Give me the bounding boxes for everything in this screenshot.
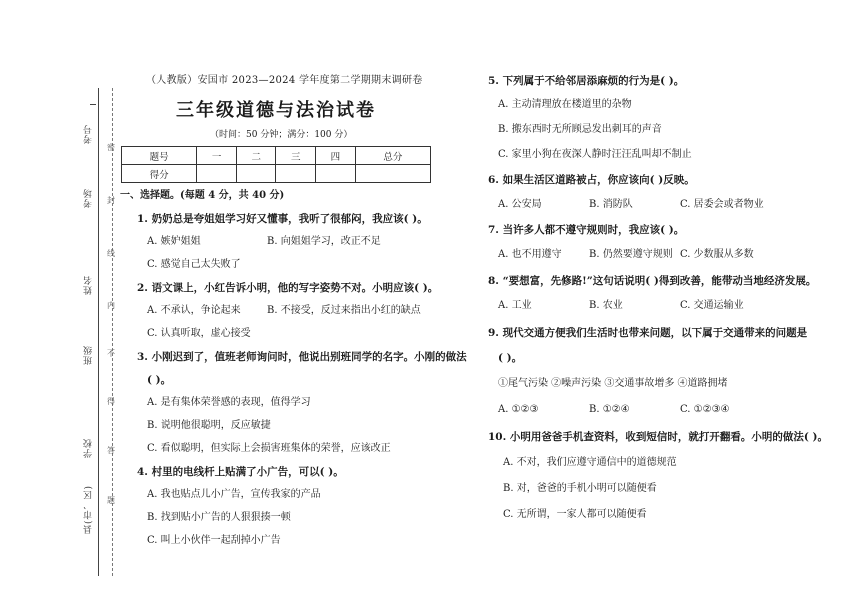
score-cell: 三 bbox=[276, 147, 316, 165]
question-7: 7. 当许多人都不遵守规则时，我应该( )。 bbox=[488, 224, 685, 236]
q10-option-a: A. 不对，我们应遵守通信中的道德规范 bbox=[503, 457, 677, 468]
score-cell: 四 bbox=[316, 147, 356, 165]
score-input-cell[interactable] bbox=[316, 165, 356, 183]
q6-option-c: C. 居委会或者物业 bbox=[680, 199, 764, 210]
q4-option-c: C. 叫上小伙伴一起刮掉小广告 bbox=[147, 535, 281, 546]
q9-option-c: C. ①②③④ bbox=[680, 404, 730, 415]
q5-option-a: A. 主动清理放在楼道里的杂物 bbox=[498, 99, 632, 110]
score-table bbox=[121, 146, 431, 183]
score-input-cell[interactable] bbox=[236, 165, 276, 183]
fold-char: 题 bbox=[107, 496, 115, 505]
score-input-cell[interactable] bbox=[355, 165, 430, 183]
q2-option-c: C. 认真听取，虚心接受 bbox=[147, 328, 251, 339]
fold-char: 答 bbox=[107, 446, 115, 455]
q1-option-a: A. 嫉妒姐姐 bbox=[147, 236, 201, 247]
section-title: 一、选择题。(每题 4 分，共 40 分) bbox=[120, 190, 285, 201]
score-row-label: 得分 bbox=[122, 165, 197, 183]
question-9-blank: ( )。 bbox=[498, 352, 523, 364]
question-5: 5. 下列属于不给邻居添麻烦的行为是( )。 bbox=[488, 75, 685, 87]
q8-option-a: A. 工业 bbox=[498, 300, 532, 311]
question-9: 9. 现代交通方便我们生活时也带来问题，以下属于交通带来的问题是 bbox=[488, 327, 808, 339]
underline-exam-number bbox=[90, 104, 96, 105]
q4-option-a: A. 我也贴点儿小广告，宣传我家的产品 bbox=[147, 489, 321, 500]
q6-option-a: A. 公安局 bbox=[498, 199, 542, 210]
q10-option-b: B. 对，爸爸的手机小明可以随便看 bbox=[503, 483, 657, 494]
q2-option-b: B. 不接受，反过来指出小红的缺点 bbox=[267, 305, 421, 316]
label-exam-room: 考场 bbox=[84, 188, 94, 208]
question-4: 4. 村里的电线杆上贴满了小广告，可以( )。 bbox=[137, 466, 344, 478]
question-6: 6. 如果生活区道路被占，你应该向( )反映。 bbox=[488, 174, 695, 186]
score-input-cell[interactable] bbox=[197, 165, 237, 183]
q1-option-c: C. 感觉自己太失败了 bbox=[147, 259, 241, 270]
q9-option-b: B. ①②④ bbox=[589, 404, 630, 415]
fold-char: 密 bbox=[107, 143, 115, 152]
q4-option-b: B. 找到贴小广告的人狠狠揍一顿 bbox=[147, 512, 291, 523]
q5-option-c: C. 家里小狗在夜深人静时汪汪乱叫却不制止 bbox=[498, 149, 692, 160]
q7-option-c: C. 少数服从多数 bbox=[680, 249, 754, 260]
q3-option-c: C. 看似聪明，但实际上会损害班集体的荣誉，应该改正 bbox=[147, 443, 391, 454]
q8-option-b: B. 农业 bbox=[589, 300, 623, 311]
q8-option-c: C. 交通运输业 bbox=[680, 300, 744, 311]
q5-option-b: B. 搬东西时无所顾忌发出刺耳的声音 bbox=[498, 124, 662, 135]
page-title: 三年级道德与法治试卷 bbox=[176, 100, 376, 121]
q10-option-c: C. 无所谓，一家人都可以随便看 bbox=[503, 509, 647, 520]
score-table-header-row bbox=[122, 147, 431, 165]
q3-option-b: B. 说明他很聪明，反应敏捷 bbox=[147, 420, 271, 431]
binding-rule-outer bbox=[98, 88, 99, 576]
q2-option-a: A. 不承认，争论起来 bbox=[147, 305, 241, 316]
exam-subtitle: （人教版）安国市 2023—2024 学年度第二学期期末调研卷 bbox=[146, 75, 423, 86]
question-10: 10. 小明用爸爸手机查资料，收到短信时，就打开翻看。小明的做法( )。 bbox=[488, 431, 829, 443]
question-3-blank: ( )。 bbox=[147, 374, 172, 386]
score-cell: 二 bbox=[236, 147, 276, 165]
fold-char: 内 bbox=[107, 301, 115, 310]
question-2: 2. 语文课上，小红告诉小明，他的写字姿势不对。小明应该( )。 bbox=[137, 282, 439, 294]
question-1: 1. 奶奶总是夸姐姐学习好又懂事，我听了很郁闷，我应该( )。 bbox=[137, 213, 428, 225]
score-input-cell[interactable] bbox=[276, 165, 316, 183]
q7-option-b: B. 仍然要遵守规则 bbox=[589, 249, 673, 260]
q9-items: ①尾气污染 ②噪声污染 ③交通事故增多 ④道路拥堵 bbox=[498, 378, 728, 389]
q1-option-b: B. 向姐姐学习，改正不足 bbox=[267, 236, 381, 247]
score-table-score-row bbox=[122, 165, 431, 183]
score-cell: 题号 bbox=[122, 147, 197, 165]
q3-option-a: A. 是有集体荣誉感的表现，值得学习 bbox=[147, 397, 311, 408]
label-name: 姓名 bbox=[84, 275, 94, 295]
score-cell: 一 bbox=[197, 147, 237, 165]
fold-char: 得 bbox=[107, 397, 115, 406]
fold-char: 线 bbox=[107, 249, 115, 258]
label-exam-number: 考号 bbox=[84, 124, 94, 144]
q9-option-a: A. ①②③ bbox=[498, 404, 539, 415]
q6-option-b: B. 消防队 bbox=[589, 199, 633, 210]
fold-char: 封 bbox=[107, 196, 115, 205]
label-county: 县(市、区) bbox=[84, 485, 94, 535]
q7-option-a: A. 也不用遵守 bbox=[498, 249, 562, 260]
score-cell: 总分 bbox=[355, 147, 430, 165]
fold-char: 不 bbox=[107, 349, 115, 358]
question-8: 8. “要想富，先修路!”这句话说明( )得到改善，能带动当地经济发展。 bbox=[488, 275, 817, 287]
label-school: 学校 bbox=[84, 438, 94, 458]
question-3: 3. 小刚迟到了，值班老师询问时，他说出别班同学的名字。小刚的做法 bbox=[137, 351, 467, 363]
exam-info: （时间：50 分钟；满分：100 分） bbox=[210, 130, 353, 140]
label-class: 班级 bbox=[84, 345, 94, 365]
